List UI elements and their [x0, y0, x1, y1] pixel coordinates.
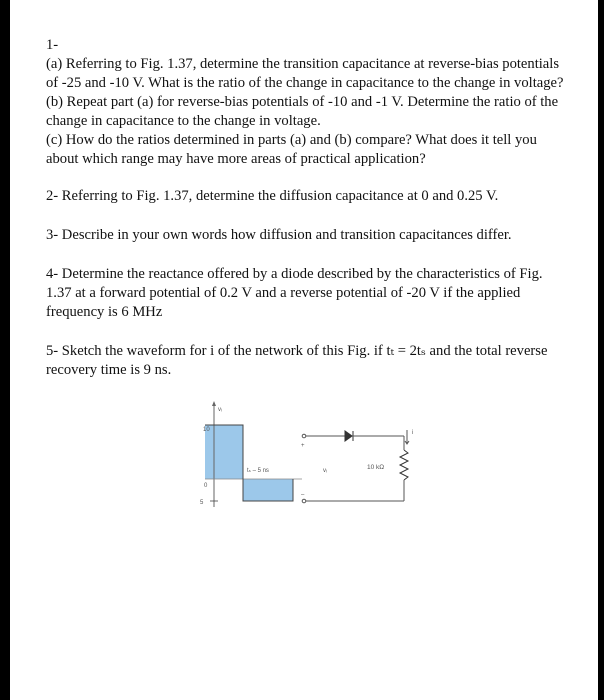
- source-label: vᵢ: [323, 468, 327, 474]
- minus-label: –: [301, 492, 305, 498]
- input-terminal-bottom: [302, 499, 306, 503]
- waveform-graph: [200, 401, 302, 507]
- axis-arrow-icon: [212, 401, 216, 406]
- resistor-label: 10 kΩ: [367, 464, 385, 471]
- document-page: [10, 0, 598, 700]
- positive-pulse-fill: [205, 425, 243, 479]
- question-2: 2- Referring to Fig. 1.37, determine the diffusion capacitance at 0 and 0.25 V.: [46, 188, 499, 204]
- axis-label: vᵢ: [218, 407, 222, 413]
- ts-label: tₛ – 5 ns: [247, 468, 269, 474]
- q1-part-b: (b) Repeat part (a) for reverse-bias potentials of -10 and -1 V. Determine the ratio of the change in capacitance to the change in voltage.: [46, 94, 559, 129]
- q1-number: 1-: [46, 37, 59, 53]
- input-terminal-top: [302, 434, 306, 438]
- plus-label: +: [301, 443, 305, 449]
- question-5: 5- Sketch the waveform for i of the network of this Fig. if tₜ = 2tₛ and the total reverse recovery time is 9 ns.: [46, 343, 548, 378]
- diode-icon: [345, 431, 352, 441]
- circuit-figure: [10, 0, 598, 700]
- level-zero-label: 0: [204, 483, 208, 489]
- q1-part-a: (a) Referring to Fig. 1.37, determine the transition capacitance at reverse-bias potentials of -25 and -10 V. What is the ratio of the change in capacitance to the change in voltage?: [46, 56, 564, 91]
- diode-circuit: [302, 430, 409, 503]
- question-3: 3- Describe in your own words how diffusion and transition capacitances differ.: [46, 227, 512, 243]
- q1-part-c: (c) How do the ratios determined in parts (a) and (b) compare? What does it tell you about which range may have more areas of practical application?: [46, 132, 537, 167]
- negative-pulse-fill: [243, 479, 293, 501]
- question-4: 4- Determine the reactance offered by a diode described by the characteristics of Fig. 1.37 at a forward potential of 0.2 V and a reverse potential of -20 V if the applied frequency is 6 MHz: [46, 266, 543, 320]
- level-bottom-label: 5: [200, 500, 204, 506]
- level-top-label: 10: [203, 427, 210, 433]
- current-label: i: [412, 430, 414, 436]
- resistor-icon: [400, 450, 408, 480]
